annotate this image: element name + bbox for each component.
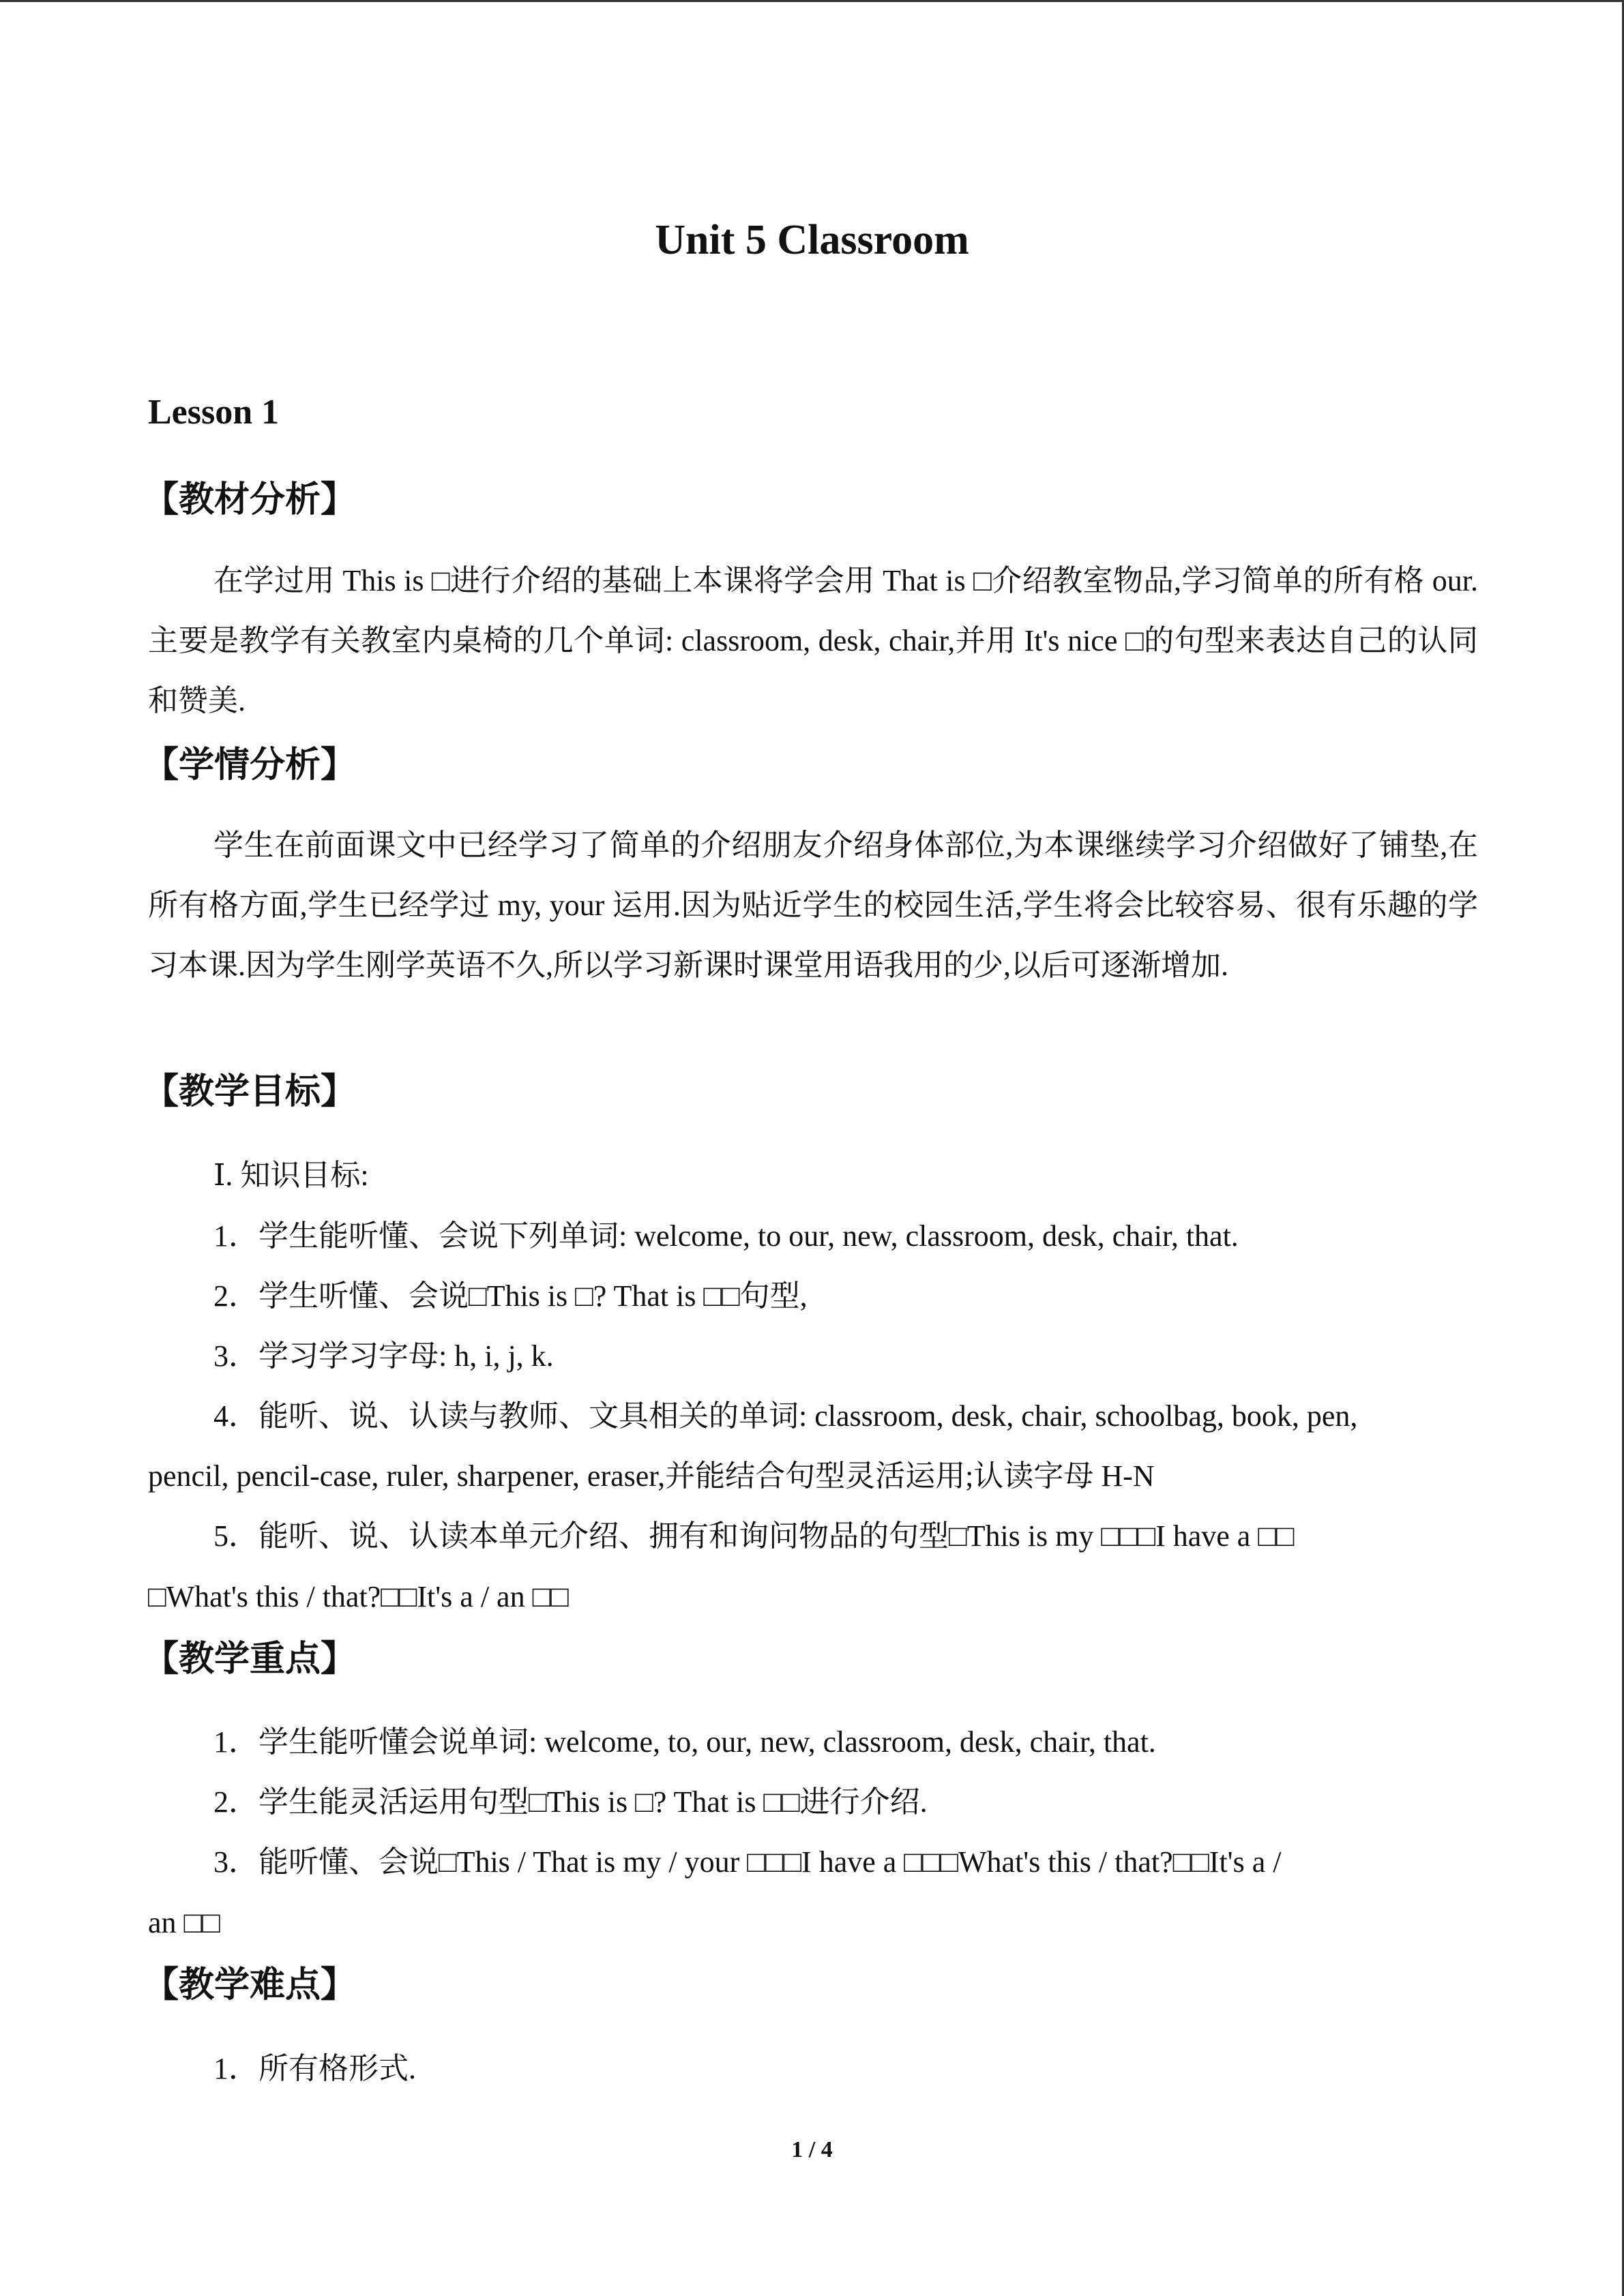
textbook-analysis-paragraph: 在学过用 This is □进行介绍的基础上本课将学会用 That is □介绍教室物品,学习简单的所有格 our.主要是教学有关教室内桌椅的几个单词: classroom, desk, chair,并用 It's nice □的句型来表达自己的认同和赞美. [148,564,1478,717]
goal-item-continuation: pencil, pencil-case, ruler, sharpener, eraser,并能结合句型灵活运用;认读字母 H-N [148,1459,1155,1493]
difficult-point-item: 1．所有格形式. [213,2052,416,2085]
key-point-item: 1．学生能听懂会说单词: welcome, to, our, new, classroom, desk, chair, that. [213,1725,1156,1759]
student-analysis-paragraph: 学生在前面课文中已经学习了简单的介绍朋友介绍身体部位,为本课继续学习介绍做好了铺垫,在所有格方面,学生已经学过 my, your 运用.因为贴近学生的校园生活,学生将会比较容易、很有乐趣的学习本课.因为学生刚学英语不久,所以学习新课时课堂用语我用的少,以后可逐渐增加. [148,829,1478,982]
goal-item: 3．学习学习字母: h, i, j, k. [213,1339,554,1373]
goal-item: 5．能听、说、认读本单元介绍、拥有和询问物品的句型□This is my □□□I have a □□ [213,1519,1295,1553]
section-heading-textbook-analysis: 【教材分析】 [143,479,357,520]
goal-item-continuation: □What's this / that?□□It's a / an □□ [148,1580,569,1613]
section-heading-difficult-points: 【教学难点】 [143,1965,357,2006]
key-point-item-continuation: an □□ [148,1906,220,1939]
section-heading-key-points: 【教学重点】 [143,1639,357,1680]
goal-item: 4．能听、说、认读与教师、文具相关的单词: classroom, desk, chair, schoolbag, book, pen, [213,1399,1358,1433]
goal-item: 2．学生听懂、会说□This is □? That is □□句型, [213,1279,808,1313]
goal-item: 1．学生能听懂、会说下列单词: welcome, to our, new, classroom, desk, chair, that. [213,1219,1239,1253]
knowledge-goals-subheading: Ⅰ. 知识目标: [213,1159,369,1192]
key-point-item: 3．能听懂、会说□This / That is my / your □□□I have a □□□What's this / that?□□It's a / [213,1845,1282,1879]
section-heading-teaching-goals: 【教学目标】 [143,1071,357,1112]
lesson-heading: Lesson 1 [148,393,280,432]
page-number: 1 / 4 [791,2137,833,2162]
document-title: Unit 5 Classroom [655,217,969,263]
key-point-item: 2．学生能灵活运用句型□This is □? That is □□进行介绍. [213,1785,928,1819]
section-heading-student-analysis: 【学情分析】 [143,745,357,786]
